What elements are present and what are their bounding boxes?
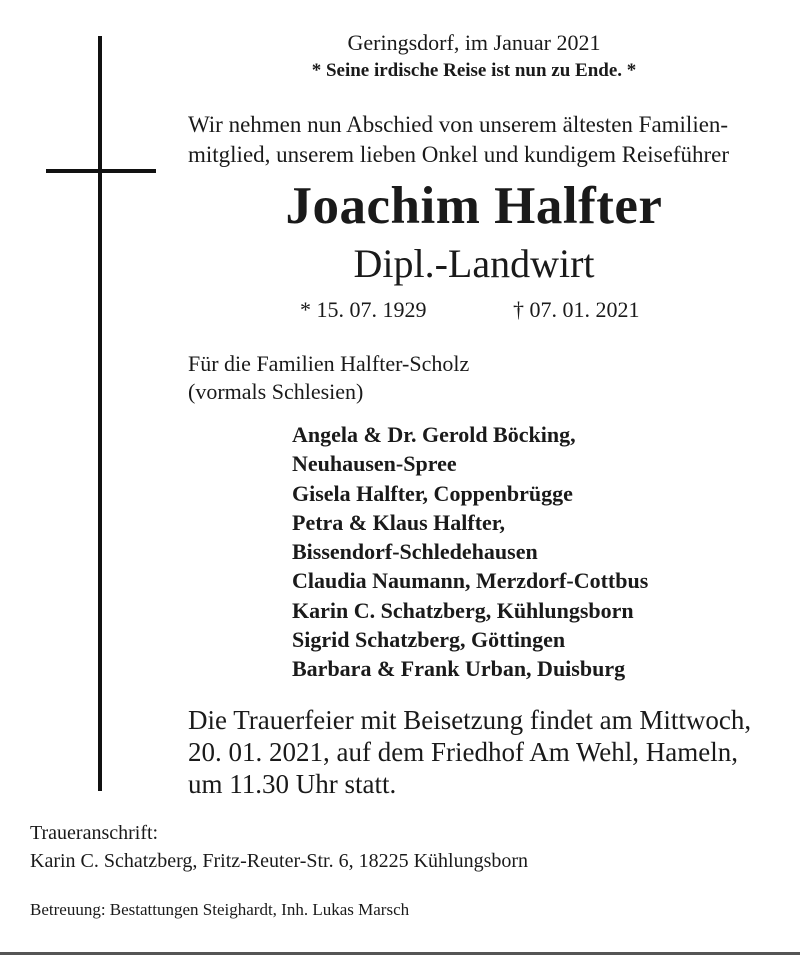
- mourning-address-label: Traueranschrift:: [30, 822, 159, 844]
- families-line: (vormals Schlesien): [188, 379, 364, 404]
- motto: * Seine irdische Reise ist nun zu Ende. *: [311, 60, 637, 81]
- relative-entry: Claudia Naumann, Merzdorf-Cottbus: [292, 568, 649, 594]
- relative-entry: Neuhausen-Spree: [292, 451, 457, 477]
- funeral-line: Die Trauerfeier mit Beisetzung findet am Mittwoch,: [188, 705, 752, 735]
- death-date: † 07. 01. 2021: [513, 297, 640, 322]
- funeral-line: 20. 01. 2021, auf dem Friedhof Am Wehl, Hameln,: [188, 737, 738, 767]
- relative-entry: Karin C. Schatzberg, Kühlungsborn: [292, 597, 634, 623]
- intro-line: mitglied, unserem lieben Onkel und kundigem Reiseführer: [188, 142, 730, 167]
- intro-line: Wir nehmen nun Abschied von unserem ältesten Familien-: [188, 112, 729, 137]
- families-line: Für die Familien Halfter-Scholz: [188, 351, 470, 376]
- cross-icon-horizontal: [46, 169, 156, 173]
- relative-entry: Gisela Halfter, Coppenbrügge: [292, 480, 573, 506]
- birth-date: * 15. 07. 1929: [300, 297, 427, 322]
- funeral-line: um 11.30 Uhr statt.: [188, 769, 397, 799]
- relative-entry: Barbara & Frank Urban, Duisburg: [292, 656, 626, 682]
- cross-icon-vertical: [98, 36, 102, 791]
- deceased-name: Joachim Halfter: [285, 177, 663, 235]
- place-date: Geringsdorf, im Januar 2021: [347, 30, 601, 55]
- families-text: [188, 350, 469, 406]
- relative-entry: Sigrid Schatzberg, Göttingen: [292, 627, 566, 653]
- funeral-care-credit: Betreuung: Bestattungen Steighardt, Inh. Lukas Marsch: [30, 900, 410, 919]
- mourning-address: Karin C. Schatzberg, Fritz-Reuter-Str. 6, 18225 Kühlungsborn: [30, 850, 529, 872]
- funeral-info: [188, 704, 751, 800]
- intro-text: [188, 110, 729, 170]
- relatives-list: [292, 420, 648, 684]
- deceased-title: Dipl.-Landwirt: [353, 241, 595, 286]
- relative-entry: Bissendorf-Schledehausen: [292, 539, 538, 565]
- relative-entry: Angela & Dr. Gerold Böcking,: [292, 422, 576, 447]
- relative-entry: Petra & Klaus Halfter,: [292, 509, 506, 535]
